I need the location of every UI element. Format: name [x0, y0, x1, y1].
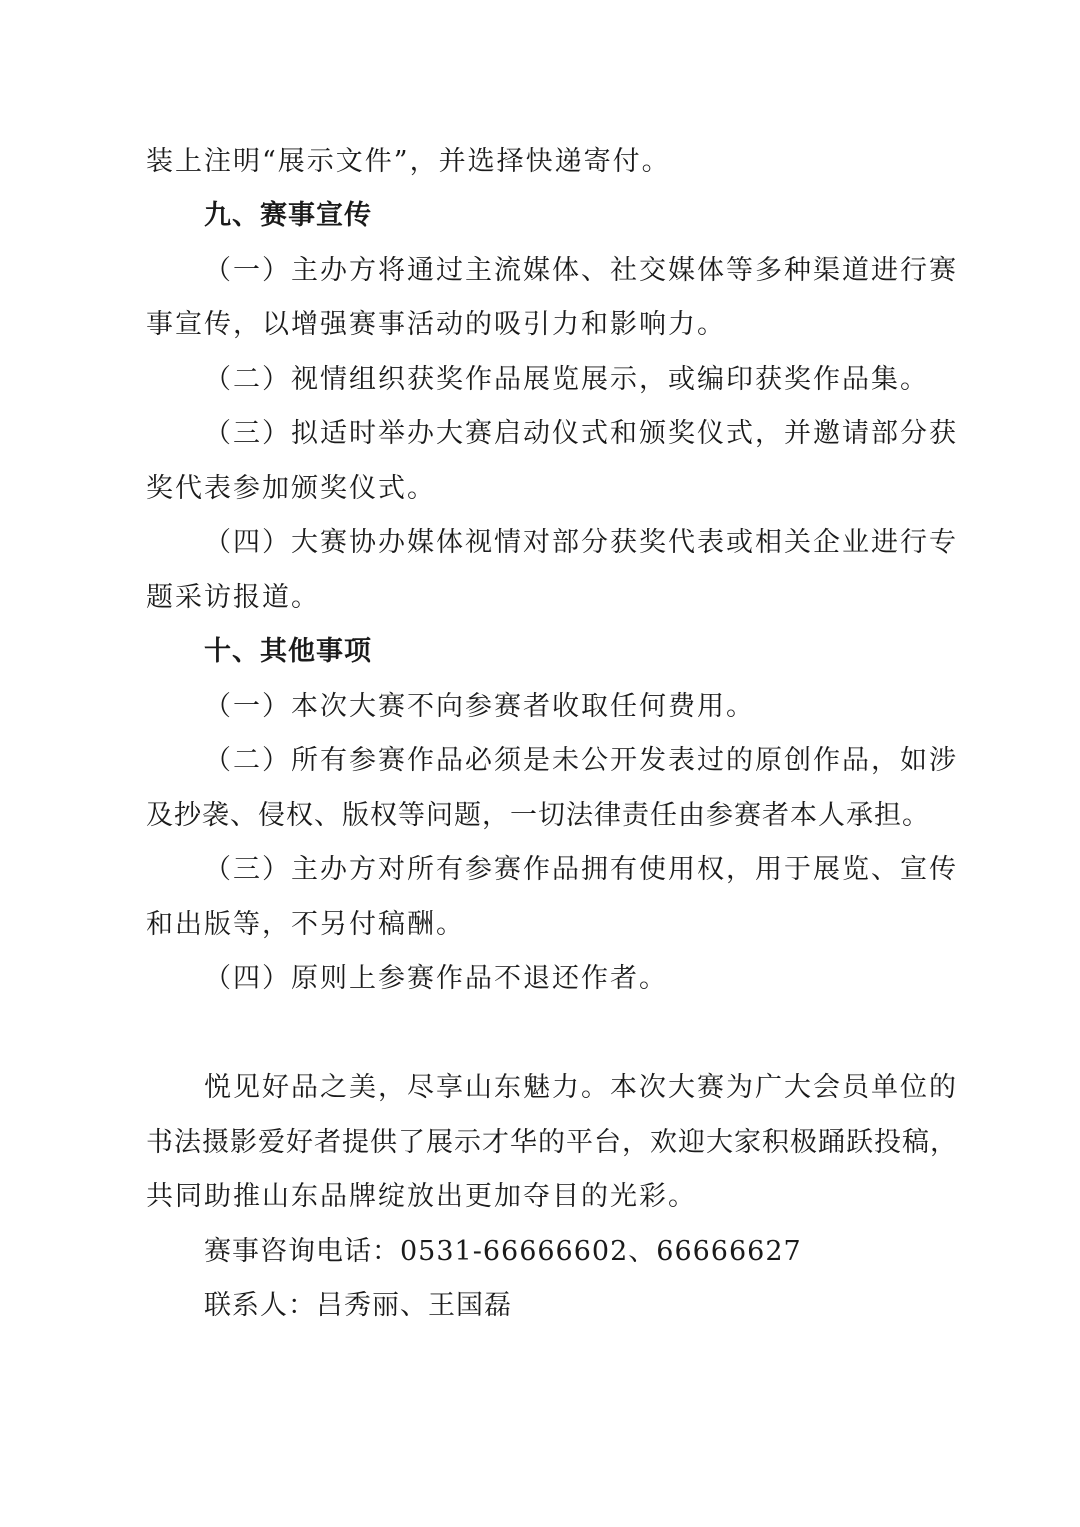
paragraph-line: （二）所有参赛作品必须是未公开发表过的原创作品，如涉: [204, 745, 958, 776]
paragraph-line: 装上注明“展示文件”，并选择快递寄付。: [146, 146, 671, 177]
contact-persons: 联系人：吕秀丽、王国磊: [204, 1290, 512, 1321]
paragraph-line: （三）拟适时举办大赛启动仪式和颁奖仪式，并邀请部分获: [204, 418, 958, 449]
paragraph-line: 题采访报道。: [146, 582, 320, 613]
closing-paragraph-line: 共同助推山东品牌绽放出更加夺目的光彩。: [146, 1181, 697, 1212]
closing-paragraph-line: 悦见好品之美，尽享山东魅力。本次大赛为广大会员单位的: [204, 1072, 958, 1103]
paragraph-line: （二）视情组织获奖作品展览展示，或编印获奖作品集。: [204, 364, 929, 395]
paragraph-line: （三）主办方对所有参赛作品拥有使用权，用于展览、宣传: [204, 854, 958, 885]
closing-paragraph-line: 书法摄影爱好者提供了展示才华的平台，欢迎大家积极踊跃投稿，: [146, 1127, 958, 1158]
consultation-phone: 赛事咨询电话：0531-66666602、66666627: [204, 1236, 802, 1267]
paragraph-line: （一）本次大赛不向参赛者收取任何费用。: [204, 691, 755, 722]
section-heading-other-matters: 十、其他事项: [204, 636, 372, 667]
paragraph-line: 奖代表参加颁奖仪式。: [146, 473, 436, 504]
paragraph-line: 事宣传，以增强赛事活动的吸引力和影响力。: [146, 309, 726, 340]
paragraph-line: 和出版等，不另付稿酬。: [146, 909, 465, 940]
paragraph-line: （一）主办方将通过主流媒体、社交媒体等多种渠道进行赛: [204, 255, 958, 286]
paragraph-line: （四）大赛协办媒体视情对部分获奖代表或相关企业进行专: [204, 527, 958, 558]
section-heading-publicity: 九、赛事宣传: [204, 200, 372, 231]
paragraph-line: （四）原则上参赛作品不退还作者。: [204, 963, 668, 994]
paragraph-line: 及抄袭、侵权、版权等问题，一切法律责任由参赛者本人承担。: [146, 800, 930, 831]
